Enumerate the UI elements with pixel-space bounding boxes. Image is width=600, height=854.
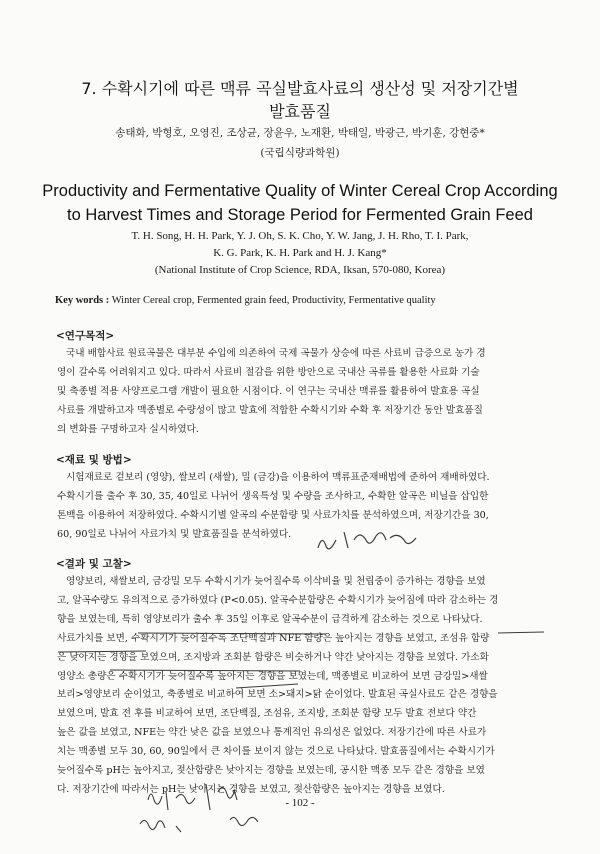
- page-number: - 102 -: [285, 797, 315, 809]
- body-line: 및 축종별 적용 사양프로그램 개발이 필요한 시점이다. 이 연구는 국내산 맥류를 활용하여 발효용 곡실: [57, 385, 480, 397]
- body-line: 영양보리, 새쌀보리, 금강밀 모두 수확시기가 늦어질수록 이삭비율 및 천립중이 증가하는 경향을 보였: [66, 576, 486, 587]
- body-line: 사료가치를 보면, 수확시기가 늦어질수록 조단백질과 NFE 함량은 높아지는 경향을 보였고, 조섬유 함량: [57, 632, 490, 644]
- affiliation-english: (National Institute of Crop Science, RDA, Iksan, 570-080, Korea): [154, 264, 446, 276]
- keywords-text: Winter Cereal crop, Fermented grain feed, Productivity, Fermentative quality: [111, 295, 436, 306]
- body-line: 은 낮아지는 경향을 보였으며, 조지방과 조회분 함량은 비슷하거나 약간 낮아지는 경향을 보였다. 가소화: [57, 651, 489, 663]
- title-english-line-2: to Harvest Times and Storage Period for Fermented Grain Feed: [67, 206, 533, 224]
- authors-english-line-2: K. G. Park, K. H. Park and H. J. Kang*: [213, 247, 387, 259]
- title-korean-line-1: 7. 수확시기에 따른 맥류 곡실발효사료의 생산성 및 저장기간별: [81, 79, 519, 98]
- title-korean-line-2: 발효품질: [269, 102, 331, 121]
- body-line: 사료를 개발하고자 맥종별로 수량성이 많고 발효에 적합한 수확시기와 수확 후 저장기간 동안 발효품질: [57, 404, 483, 416]
- body-line: 보였으며, 발효 전 후를 비교하여 보면, 조단백질, 조섬유, 조지방, 조회분 함량 모두 발효 전보다 약간: [57, 708, 477, 720]
- body-line: 향을 보였는데, 특히 영양보리가 출수 후 35일 이후로 알곡수분이 급격하게 감소하는 것으로 나타났다.: [57, 613, 483, 625]
- body-line: 톤백을 이용하여 저장하였다. 수확시기별 알곡의 수분함량 및 사료가치를 분석하였으며, 저장기간을 30,: [57, 509, 489, 521]
- body-line: 고, 알곡수량도 유의적으로 증가하였다 (P<0.05). 알곡수분함량은 수확시기가 늦어짐에 따라 감소하는 경: [57, 594, 499, 606]
- pen-underline: [236, 684, 298, 688]
- section-heading-purpose: <연구목적>: [56, 330, 115, 342]
- pen-underline: [138, 633, 326, 634]
- body-line: 다. 저장기간에 따라서는 pH는 낮아지는 경향을 보였고, 젖산함량은 높아지는 경향을 보였다.: [57, 783, 445, 795]
- authors-english-line-1: T. H. Song, H. H. Park, Y. J. Oh, S. K. Cho, Y. W. Jang, J. H. Rho, T. I. Park,: [131, 230, 469, 242]
- section-heading-methods: <재료 및 방법>: [56, 454, 132, 466]
- body-line: 영양소 총량은 수확시기가 늦어질수록 높아지는 경향을 보였는데, 맥종별로 비교하여 보면 금강밀>새쌀: [57, 670, 488, 682]
- body-line: 늦어질수록 pH는 높아지고, 젖산함량은 낮아지는 경향을 보였는데, 공시한 맥종 모두 같은 경향을 보였: [57, 765, 485, 777]
- body-line: 보리>영양보리 순이었고, 축종별로 비교하여 보면 소>돼지>닭 순이었다. 발효된 곡실사료도 같은 경향을: [57, 689, 498, 701]
- pen-underline: [498, 632, 544, 633]
- keywords-label: Key words :: [55, 295, 110, 306]
- body-line: 의 변화를 구명하고자 실시하였다.: [57, 423, 199, 435]
- body-line: 영이 갈수록 어려워지고 있다. 따라서 사료비 절감을 위한 방안으로 국내산 곡류를 활용한 사료화 기술: [57, 366, 480, 378]
- title-english-line-1: Productivity and Fermentative Quality of Winter Cereal Crop According: [42, 182, 558, 200]
- body-line: 국내 배합사료 원료곡물은 대부분 수입에 의존하여 국제 곡물가 상승에 따른 사료비 급증으로 농가 경: [66, 348, 486, 359]
- body-line: 수확시기를 출수 후 30, 35, 40일로 나뉘어 생육특성 및 수량을 조사하고, 수확한 알곡은 비닐을 삽입한: [57, 490, 489, 502]
- authors-korean: 송태화, 박형호, 오영진, 조상균, 장윤우, 노재환, 박태일, 박광근, 박기훈, 강현중*: [115, 127, 485, 139]
- handwritten-note-methods: [318, 532, 416, 549]
- pen-underline: [110, 670, 300, 671]
- body-line: 치는 맥종별 모두 30, 60, 90일에서 큰 차이를 보이지 않는 것으로 나타났다. 발효품질에서는 수확시기가: [57, 746, 495, 758]
- affiliation-korean: (국립식량과학원): [260, 147, 340, 159]
- section-heading-results: <결과 및 고찰>: [56, 558, 132, 570]
- body-line: 높은 값을 보였고, NFE는 약간 낮은 값을 보였으나 통계적인 유의성은 없었다. 저장기간에 따른 사료가: [57, 727, 487, 739]
- pen-underline: [58, 651, 146, 652]
- body-line: 60, 90일로 나뉘어 사료가치 및 발효품질을 분석하였다.: [57, 528, 292, 540]
- body-line: 시험재료로 겉보리 (영양), 쌀보리 (새쌀), 밀 (금강)을 이용하여 맥류표준재배법에 준하여 재배하였다.: [66, 472, 490, 483]
